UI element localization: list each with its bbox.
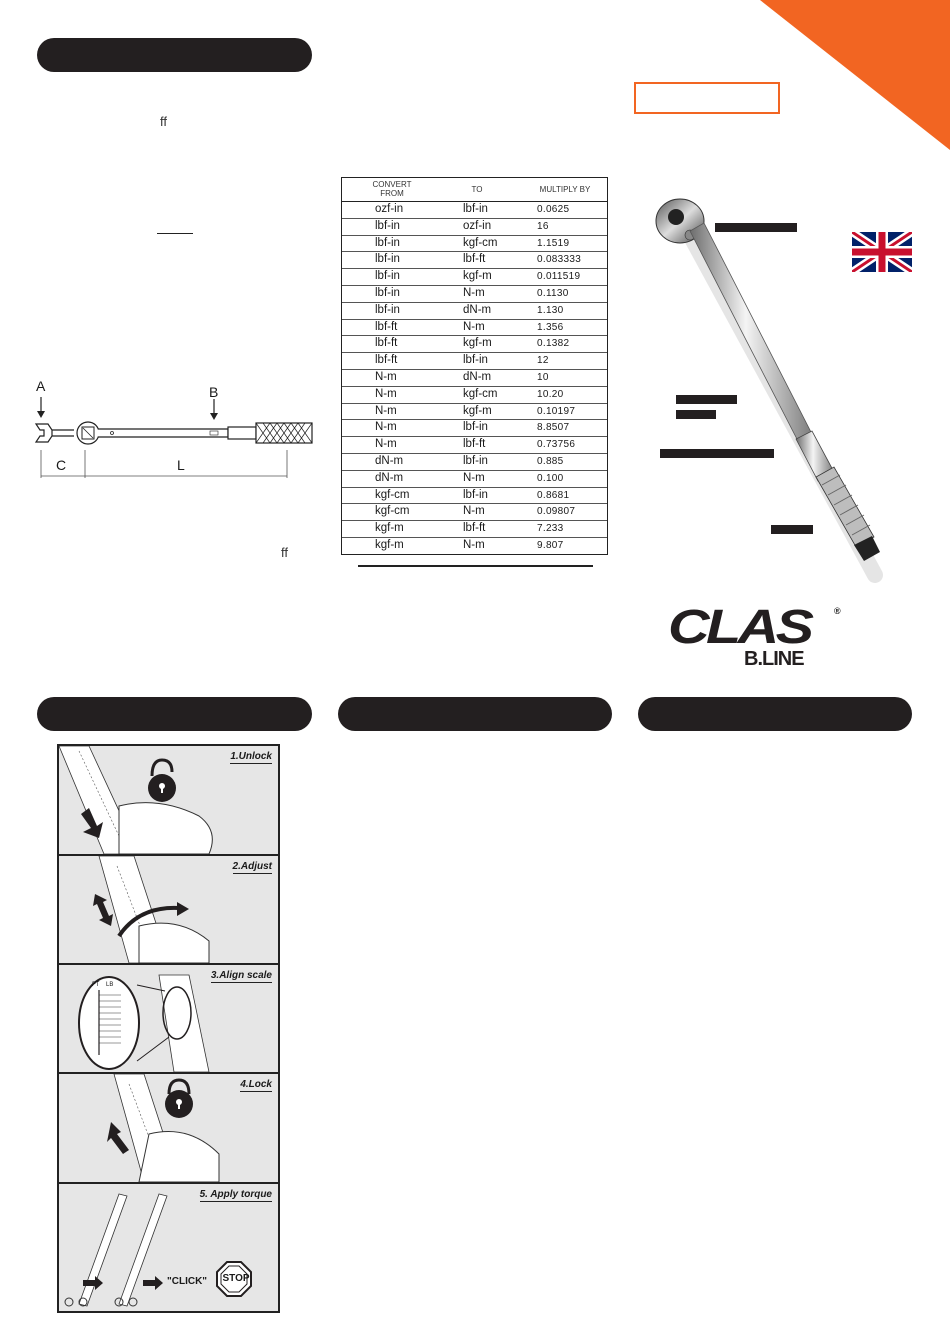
cell-to: dN-m	[463, 303, 492, 316]
cell-to: lbf-in	[463, 354, 488, 367]
cell-from: ozf-in	[375, 203, 404, 215]
header-convert-from: CONVERT FROM	[372, 180, 412, 198]
cell-factor: 0.09807	[537, 506, 576, 518]
callout-bar-5	[771, 525, 813, 534]
cell-factor: 0.1382	[537, 338, 570, 350]
adjustment-steps-panel	[57, 744, 280, 1313]
orange-corner-decoration	[760, 0, 950, 150]
table-row	[342, 202, 607, 219]
cell-from: N-m	[375, 370, 397, 383]
cell-to: dN-m	[463, 370, 492, 383]
cell-from: lbf-ft	[375, 354, 398, 367]
cell-from: lbf-in	[375, 253, 400, 266]
section-header-bottom-middle	[338, 697, 612, 731]
header-to: TO	[471, 185, 483, 194]
logo-registered: ®	[834, 606, 841, 616]
cell-to: lbf-ft	[463, 522, 486, 535]
cell-from: N-m	[375, 438, 397, 451]
cell-from: N-m	[375, 387, 397, 400]
cell-to: lbf-in	[463, 203, 488, 215]
table-row	[342, 353, 607, 370]
step-lock	[59, 1074, 278, 1184]
logo-line: B.LINE	[744, 648, 804, 670]
table-row	[342, 219, 607, 236]
table-row	[342, 420, 607, 437]
table-row	[342, 252, 607, 269]
cell-factor: 1.356	[537, 321, 564, 333]
table-row	[342, 521, 607, 538]
cell-factor: 12	[537, 355, 549, 367]
section-header-bottom-left	[37, 697, 312, 731]
cell-from: kgf-m	[375, 538, 404, 551]
cell-factor: 0.10197	[537, 405, 576, 417]
cell-from: lbf-in	[375, 303, 400, 316]
table-body	[342, 202, 607, 554]
step-4-label: 4.Lock	[240, 1079, 272, 1090]
cell-factor: 7.233	[537, 523, 564, 535]
step-3-label: 3.Align scale	[210, 970, 272, 981]
step-1-label: 1.Unlock	[230, 751, 272, 762]
table-row	[342, 454, 607, 471]
clas-bline-logo	[668, 601, 848, 676]
cell-to: kgf-m	[463, 337, 492, 350]
table-row	[342, 538, 607, 554]
cell-to: lbf-ft	[463, 253, 486, 266]
table-row	[342, 387, 607, 404]
step-unlock	[59, 746, 278, 856]
cell-factor: 0.0625	[537, 204, 570, 215]
table-row	[342, 370, 607, 387]
cell-factor: 0.100	[537, 472, 564, 484]
cell-factor: 1.1519	[537, 237, 570, 249]
cell-to: lbf-ft	[463, 438, 486, 451]
logo-brand: CLAS	[668, 601, 811, 654]
table-row	[342, 404, 607, 421]
cell-to: N-m	[463, 320, 485, 333]
ligature-mark-bottom: ff	[281, 545, 288, 560]
label-a: A	[36, 378, 46, 394]
cell-to: kgf-cm	[463, 236, 498, 249]
cell-to: N-m	[463, 538, 485, 551]
table-row	[342, 286, 607, 303]
step-apply-torque	[59, 1184, 278, 1311]
wrench-length-diagram	[30, 378, 320, 483]
table-row	[342, 336, 607, 353]
step-5-label: 5. Apply torque	[199, 1189, 272, 1200]
cell-to: ozf-in	[463, 219, 492, 232]
table-header	[342, 178, 607, 202]
table-row	[342, 236, 607, 253]
callout-bar-3	[676, 410, 716, 419]
cell-from: lbf-in	[375, 286, 400, 299]
cell-from: lbf-in	[375, 219, 400, 232]
callout-bar-4	[660, 449, 774, 458]
cell-from: dN-m	[375, 471, 404, 484]
table-row	[342, 437, 607, 454]
step-adjust	[59, 856, 278, 965]
stop-sign-label: STOP	[222, 1273, 250, 1284]
section-header-top-left	[37, 38, 312, 72]
cell-to: N-m	[463, 471, 485, 484]
table-row	[342, 504, 607, 521]
cell-from: lbf-in	[375, 270, 400, 283]
cell-from: lbf-ft	[375, 320, 398, 333]
cell-to: lbf-in	[463, 454, 488, 467]
callout-bar-2	[676, 395, 737, 404]
cell-from: N-m	[375, 404, 397, 417]
uk-flag-icon	[852, 232, 912, 272]
scale-ft-label: FT	[92, 982, 100, 988]
table-row	[342, 269, 607, 286]
table-row	[342, 320, 607, 337]
cell-factor: 0.885	[537, 455, 564, 467]
cell-from: N-m	[375, 421, 397, 434]
cell-factor: 10.20	[537, 388, 564, 400]
orange-label-box	[634, 82, 780, 114]
header-multiply-by: MULTIPLY BY	[539, 185, 591, 194]
click-label: "CLICK"	[167, 1276, 208, 1287]
cell-factor: 0.083333	[537, 254, 582, 266]
step-align-scale	[59, 965, 278, 1074]
label-l: L	[177, 457, 185, 473]
label-b: B	[209, 384, 219, 400]
cell-from: dN-m	[375, 454, 404, 467]
cell-to: N-m	[463, 505, 485, 518]
cell-factor: 0.73756	[537, 439, 576, 451]
step-2-label: 2.Adjust	[232, 861, 272, 872]
scale-lb-label: LB	[106, 982, 114, 988]
cell-from: kgf-m	[375, 522, 404, 535]
underline-mark	[157, 233, 193, 234]
ligature-mark-top: ff	[160, 114, 167, 129]
cell-to: kgf-cm	[463, 387, 498, 400]
cell-from: lbf-in	[375, 236, 400, 249]
table-row	[342, 471, 607, 488]
label-c: C	[56, 457, 67, 473]
cell-from: kgf-cm	[375, 505, 410, 518]
table-row	[342, 488, 607, 505]
table-footnote-rule	[358, 565, 593, 567]
unit-conversion-table	[341, 177, 608, 555]
cell-from: lbf-ft	[375, 337, 398, 350]
cell-to: lbf-in	[463, 421, 488, 434]
cell-factor: 16	[537, 220, 549, 232]
cell-to: kgf-m	[463, 270, 492, 283]
cell-to: lbf-in	[463, 488, 488, 501]
section-header-bottom-right	[638, 697, 912, 731]
callout-bar-1	[715, 223, 797, 232]
cell-factor: 10	[537, 371, 549, 383]
cell-factor: 0.8681	[537, 489, 570, 501]
cell-factor: 0.1130	[537, 287, 569, 299]
cell-to: N-m	[463, 286, 485, 299]
cell-to: kgf-m	[463, 404, 492, 417]
cell-factor: 0.011519	[537, 271, 581, 283]
cell-factor: 1.130	[537, 304, 564, 316]
cell-from: kgf-cm	[375, 488, 410, 501]
cell-factor: 9.807	[537, 539, 564, 551]
cell-factor: 8.8507	[537, 422, 570, 434]
table-row	[342, 303, 607, 320]
